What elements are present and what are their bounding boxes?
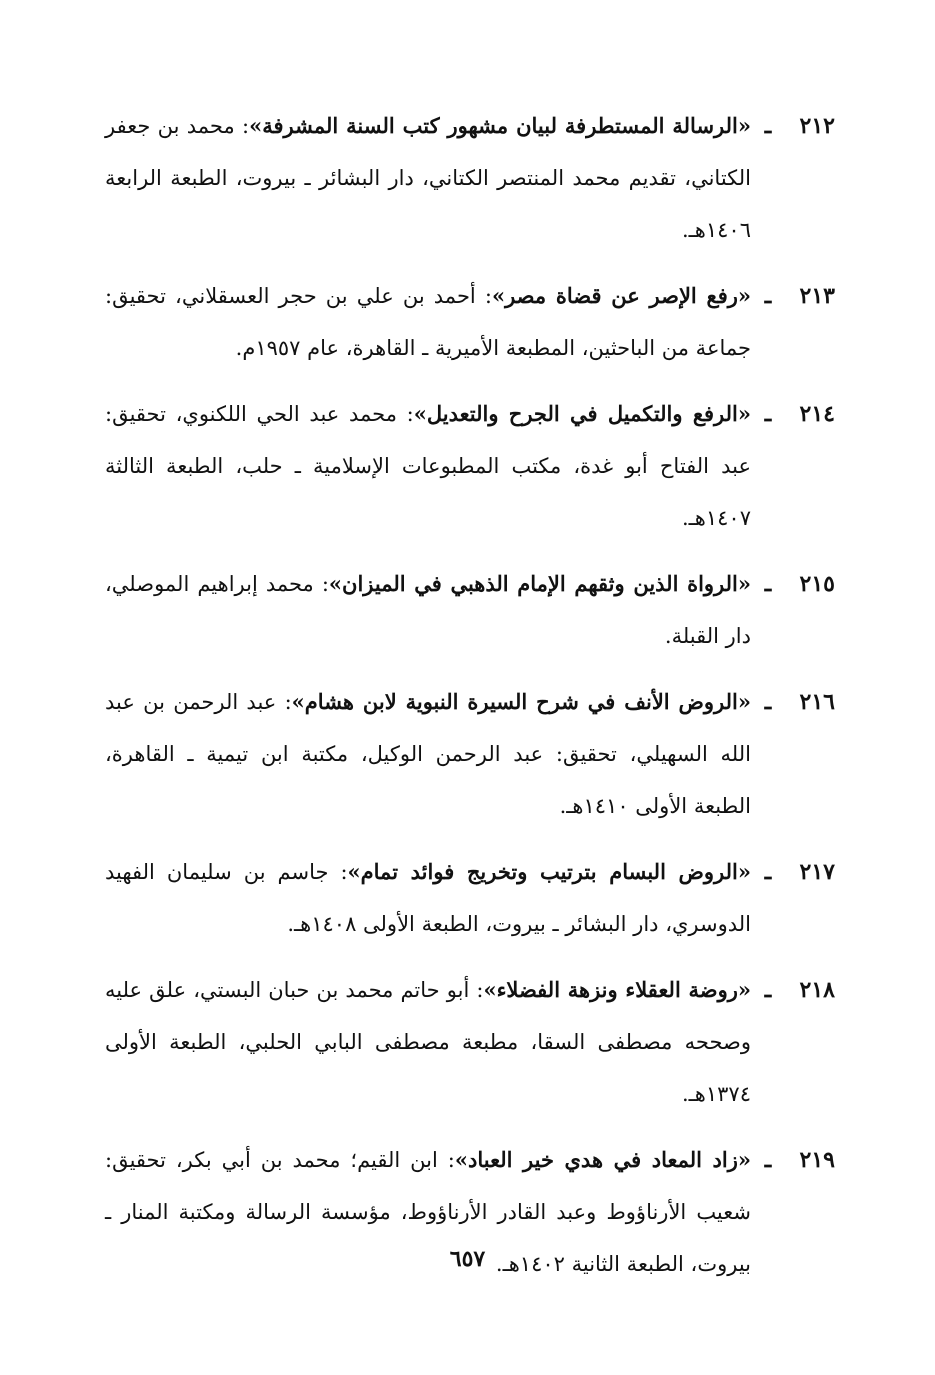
bibliography-entry <box>105 558 835 662</box>
entry-text <box>105 388 751 544</box>
entry-text <box>105 100 751 256</box>
entry-details: : محمد عبد الحي اللكنوي، تحقيق: عبد الفتاح أبو غدة، مكتب المطبوعات الإسلامية ـ حلب، الطبعة الثالثة ١٤٠٧هـ. <box>105 402 751 530</box>
entry-number: ٢١٣ <box>799 283 835 309</box>
entry-title: «الروض البسام بترتيب وتخريج فوائد تمام» <box>347 859 751 884</box>
entry-text <box>105 676 751 832</box>
entry-dash: ـ <box>764 1147 772 1173</box>
entry-dash: ـ <box>764 859 772 885</box>
entry-title: «الرسالة المستطرفة لبيان مشهور كتب السنة المشرفة» <box>249 113 751 138</box>
entry-title: «الروض الأنف في شرح السيرة النبوية لابن هشام» <box>291 689 751 714</box>
entry-title: «رفع الإصر عن قضاة مصر» <box>491 283 751 308</box>
entry-text <box>105 846 751 950</box>
entry-details: : جاسم بن سليمان الفهيد الدوسري، دار البشائر ـ بيروت، الطبعة الأولى ١٤٠٨هـ. <box>105 860 751 936</box>
entry-dash: ـ <box>764 977 772 1003</box>
entry-details: : محمد بن جعفر الكتاني، تقديم محمد المنتصر الكتاني، دار البشائر ـ بيروت، الطبعة الرابعة ١٤٠٦هـ. <box>105 114 751 242</box>
bibliography-entry <box>105 964 835 1120</box>
bibliography-entry <box>105 100 835 256</box>
entry-details: : أبو حاتم محمد بن حبان البستي، علق عليه وصححه مصطفى السقا، مطبعة مصطفى البابي الحلبي، الطبعة الأولى ١٣٧٤هـ. <box>105 978 751 1106</box>
entry-dash: ـ <box>764 113 772 139</box>
entry-dash: ـ <box>764 571 772 597</box>
bibliography-entry <box>105 846 835 950</box>
bibliography-entry <box>105 270 835 374</box>
entry-text <box>105 270 751 374</box>
entry-dash: ـ <box>764 689 772 715</box>
entry-number: ٢١٦ <box>799 689 835 715</box>
entry-details: : ابن القيم؛ محمد بن أبي بكر، تحقيق: شعيب الأرناؤوط وعبد القادر الأرناؤوط، مؤسسة الرسالة ومكتبة المنار ـ بيروت، الطبعة الثانية ١٤٠٢هـ. <box>105 1148 751 1276</box>
entry-details: : محمد إبراهيم الموصلي، دار القبلة. <box>105 572 751 648</box>
bibliography-entry <box>105 388 835 544</box>
entry-number: ٢١٤ <box>799 401 835 427</box>
entry-text <box>105 558 751 662</box>
entry-text <box>105 964 751 1120</box>
entry-number: ٢١٩ <box>799 1147 835 1173</box>
entry-number: ٢١٨ <box>799 977 835 1003</box>
page-number: ٦٥٧ <box>449 1246 486 1272</box>
entry-number: ٢١٥ <box>799 571 835 597</box>
entry-dash: ـ <box>764 401 772 427</box>
entry-dash: ـ <box>764 283 772 309</box>
entry-number: ٢١٢ <box>799 113 835 139</box>
entry-details: : عبد الرحمن بن عبد الله السهيلي، تحقيق: عبد الرحمن الوكيل، مكتبة ابن تيمية ـ القاهرة، الطبعة الأولى ١٤١٠هـ. <box>105 690 751 818</box>
entry-title: «روضة العقلاء ونزهة الفضلاء» <box>483 977 751 1002</box>
bibliography-entry <box>105 676 835 832</box>
entry-title: «الرفع والتكميل في الجرح والتعديل» <box>413 401 752 426</box>
bibliography-list <box>105 100 835 1304</box>
entry-details: : أحمد بن علي بن حجر العسقلاني، تحقيق: جماعة من الباحثين، المطبعة الأميرية ـ القاهرة، عام ١٩٥٧م. <box>105 284 751 360</box>
entry-title: «الرواة الذين وثقهم الإمام الذهبي في الميزان» <box>328 571 752 596</box>
entry-title: «زاد المعاد في هدي خير العباد» <box>454 1147 751 1172</box>
entry-number: ٢١٧ <box>799 859 835 885</box>
